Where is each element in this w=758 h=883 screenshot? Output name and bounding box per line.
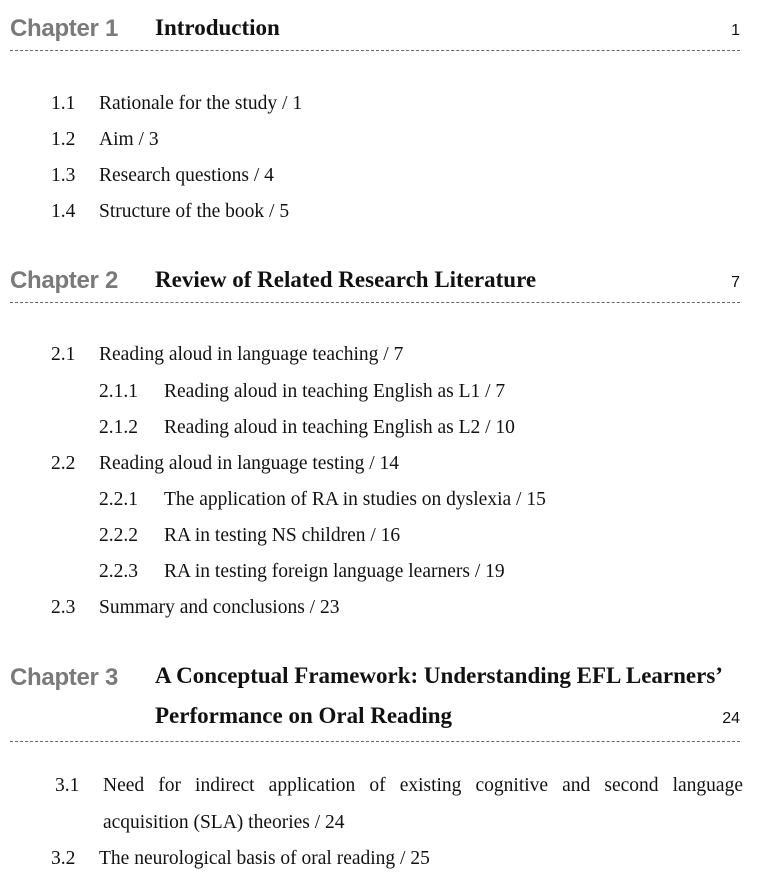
entry-number: 1.2	[51, 129, 76, 150]
entry-text: Reading aloud in teaching English as L1 / 7	[164, 381, 506, 402]
entry-text: RA in testing NS children / 16	[164, 525, 401, 546]
dashed-divider	[10, 302, 740, 303]
entry-text: The neurological basis of oral reading / 25	[99, 848, 430, 869]
chapter-2-heading[interactable]	[10, 266, 742, 300]
entry-text: The application of RA in studies on dyslexia / 15	[164, 489, 546, 510]
dashed-divider	[10, 741, 740, 742]
chapter-label: Chapter 1	[10, 15, 118, 42]
entry-text: Rationale for the study / 1	[99, 93, 303, 114]
entry-text-line-2: acquisition (SLA) theories / 24	[103, 812, 345, 833]
dashed-divider	[10, 50, 740, 51]
entry-text: Reading aloud in teaching English as L2 / 10	[164, 417, 515, 438]
entry-number: 1.1	[51, 93, 76, 114]
entry-number: 2.2.2	[99, 525, 138, 546]
entry-number: 2.3	[51, 597, 76, 618]
entry-number: 1.3	[51, 165, 76, 186]
toc-entry[interactable]	[55, 775, 743, 835]
chapter-page-number: 7	[731, 274, 740, 291]
chapter-1-heading[interactable]	[10, 14, 742, 48]
entry-text: Reading aloud in language teaching / 7	[99, 344, 404, 365]
chapter-label: Chapter 2	[10, 267, 118, 294]
chapter-page-number: 1	[731, 22, 740, 39]
entry-text: Structure of the book / 5	[99, 201, 290, 222]
entry-number: 2.2	[51, 453, 76, 474]
chapter-label: Chapter 3	[10, 664, 118, 691]
chapter-title-line-2: Performance on Oral Reading	[155, 703, 453, 728]
chapter-title: Review of Related Research Literature	[155, 267, 537, 292]
entry-number: 2.1.1	[99, 381, 138, 402]
entry-text: RA in testing foreign language learners / 19	[164, 561, 505, 582]
entry-number: 3.1	[55, 775, 80, 796]
chapter-title-line-1: A Conceptual Framework: Understanding EFL Learners’	[155, 663, 723, 688]
entry-text: Reading aloud in language testing / 14	[99, 453, 400, 474]
chapter-3-heading[interactable]	[10, 661, 742, 733]
entry-number: 1.4	[51, 201, 76, 222]
entry-number: 3.2	[51, 848, 76, 869]
entry-text: Research questions / 4	[99, 165, 274, 186]
entry-text: Summary and conclusions / 23	[99, 597, 340, 618]
chapter-title: Introduction	[155, 15, 280, 40]
entry-text: Aim / 3	[99, 129, 159, 150]
entry-number: 2.1	[51, 344, 76, 365]
entry-number: 2.1.2	[99, 417, 138, 438]
chapter-page-number: 24	[722, 710, 740, 727]
entry-number: 2.2.1	[99, 489, 138, 510]
entry-text-line-1: Need for indirect application of existing cognitive and second language	[103, 775, 743, 796]
entry-number: 2.2.3	[99, 561, 138, 582]
